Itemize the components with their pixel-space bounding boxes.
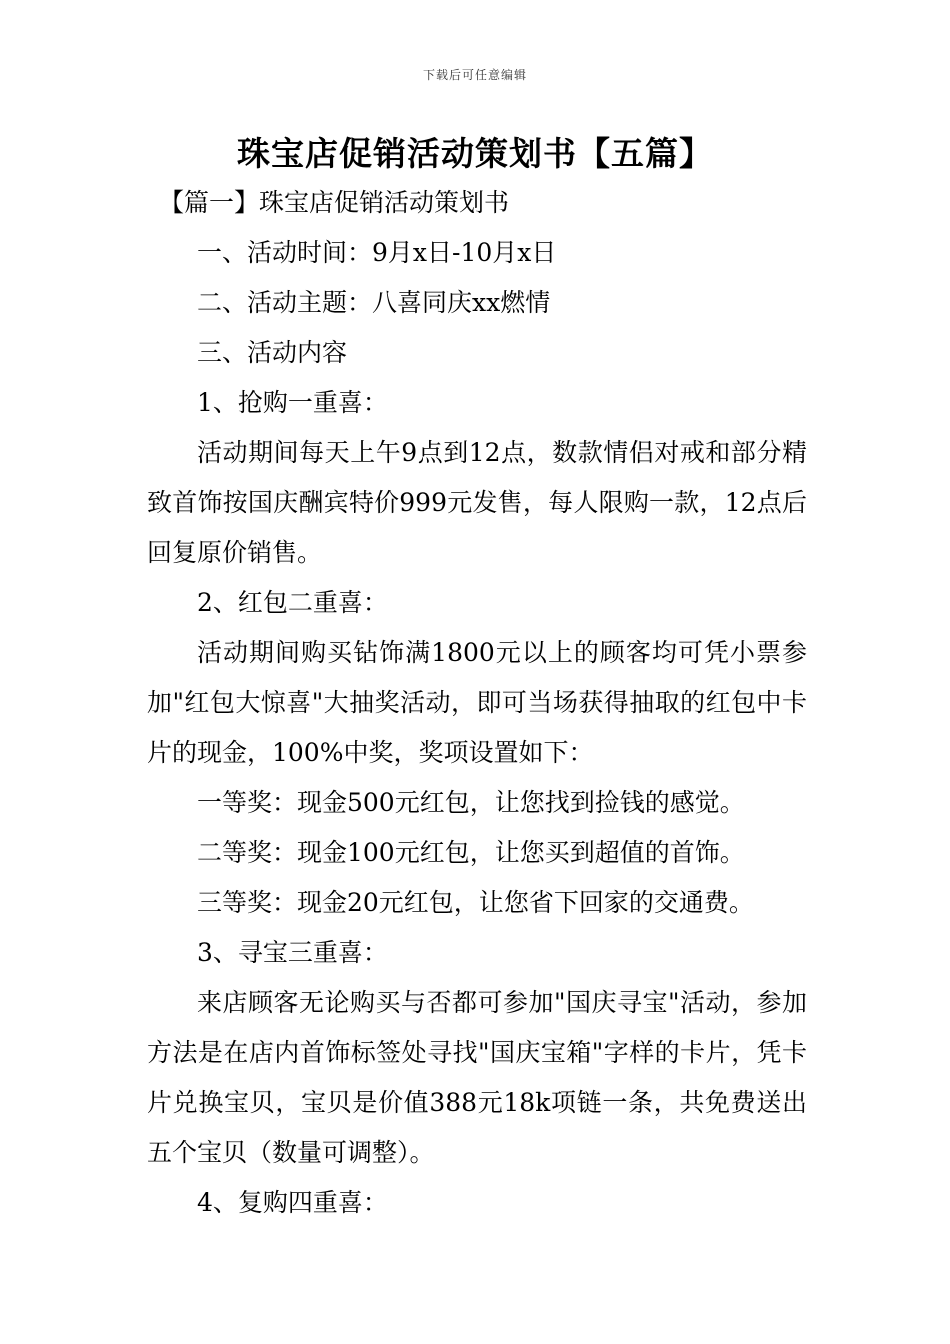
paragraph: 二、活动主题：八喜同庆xx燃情: [197, 288, 551, 317]
paragraph: 二等奖：现金100元红包，让您买到超值的首饰。: [197, 838, 745, 867]
paragraph: 2、红包二重喜：: [197, 588, 388, 617]
document-title: 珠宝店促销活动策划书【五篇】: [237, 134, 713, 173]
section-heading: 【篇一】珠宝店促销活动策划书: [159, 188, 510, 217]
paragraph: 活动期间购买钻饰满1800元以上的顾客均可凭小票参加"红包大惊喜"大抽奖活动，即可当场获得抽取的红包中卡片的现金，100%中奖，奖项设置如下：: [147, 638, 807, 767]
paragraph: 1、抢购一重喜：: [197, 388, 388, 417]
header-note: 下载后可任意编辑: [422, 68, 527, 82]
paragraph: 3、寻宝三重喜：: [197, 938, 388, 967]
paragraph: 一等奖：现金500元红包，让您找到捡钱的感觉。: [197, 788, 745, 817]
paragraph: 4、复购四重喜：: [197, 1188, 388, 1217]
paragraph: 活动期间每天上午9点到12点，数款情侣对戒和部分精致首饰按国庆酬宾特价999元发售，每人限购一款，12点后回复原价销售。: [147, 438, 807, 567]
paragraph: 三等奖：现金20元红包，让您省下回家的交通费。: [197, 888, 754, 917]
paragraph: 三、活动内容: [197, 338, 348, 367]
paragraph: 来店顾客无论购买与否都可参加"国庆寻宝"活动，参加方法是在店内首饰标签处寻找"国庆宝箱"字样的卡片，凭卡片兑换宝贝，宝贝是价值388元18k项链一条，共免费送出五个宝贝（数量可调整）。: [147, 988, 807, 1167]
paragraph: 一、活动时间：9月x日-10月x日: [197, 238, 557, 267]
document-body: [147, 178, 807, 1228]
